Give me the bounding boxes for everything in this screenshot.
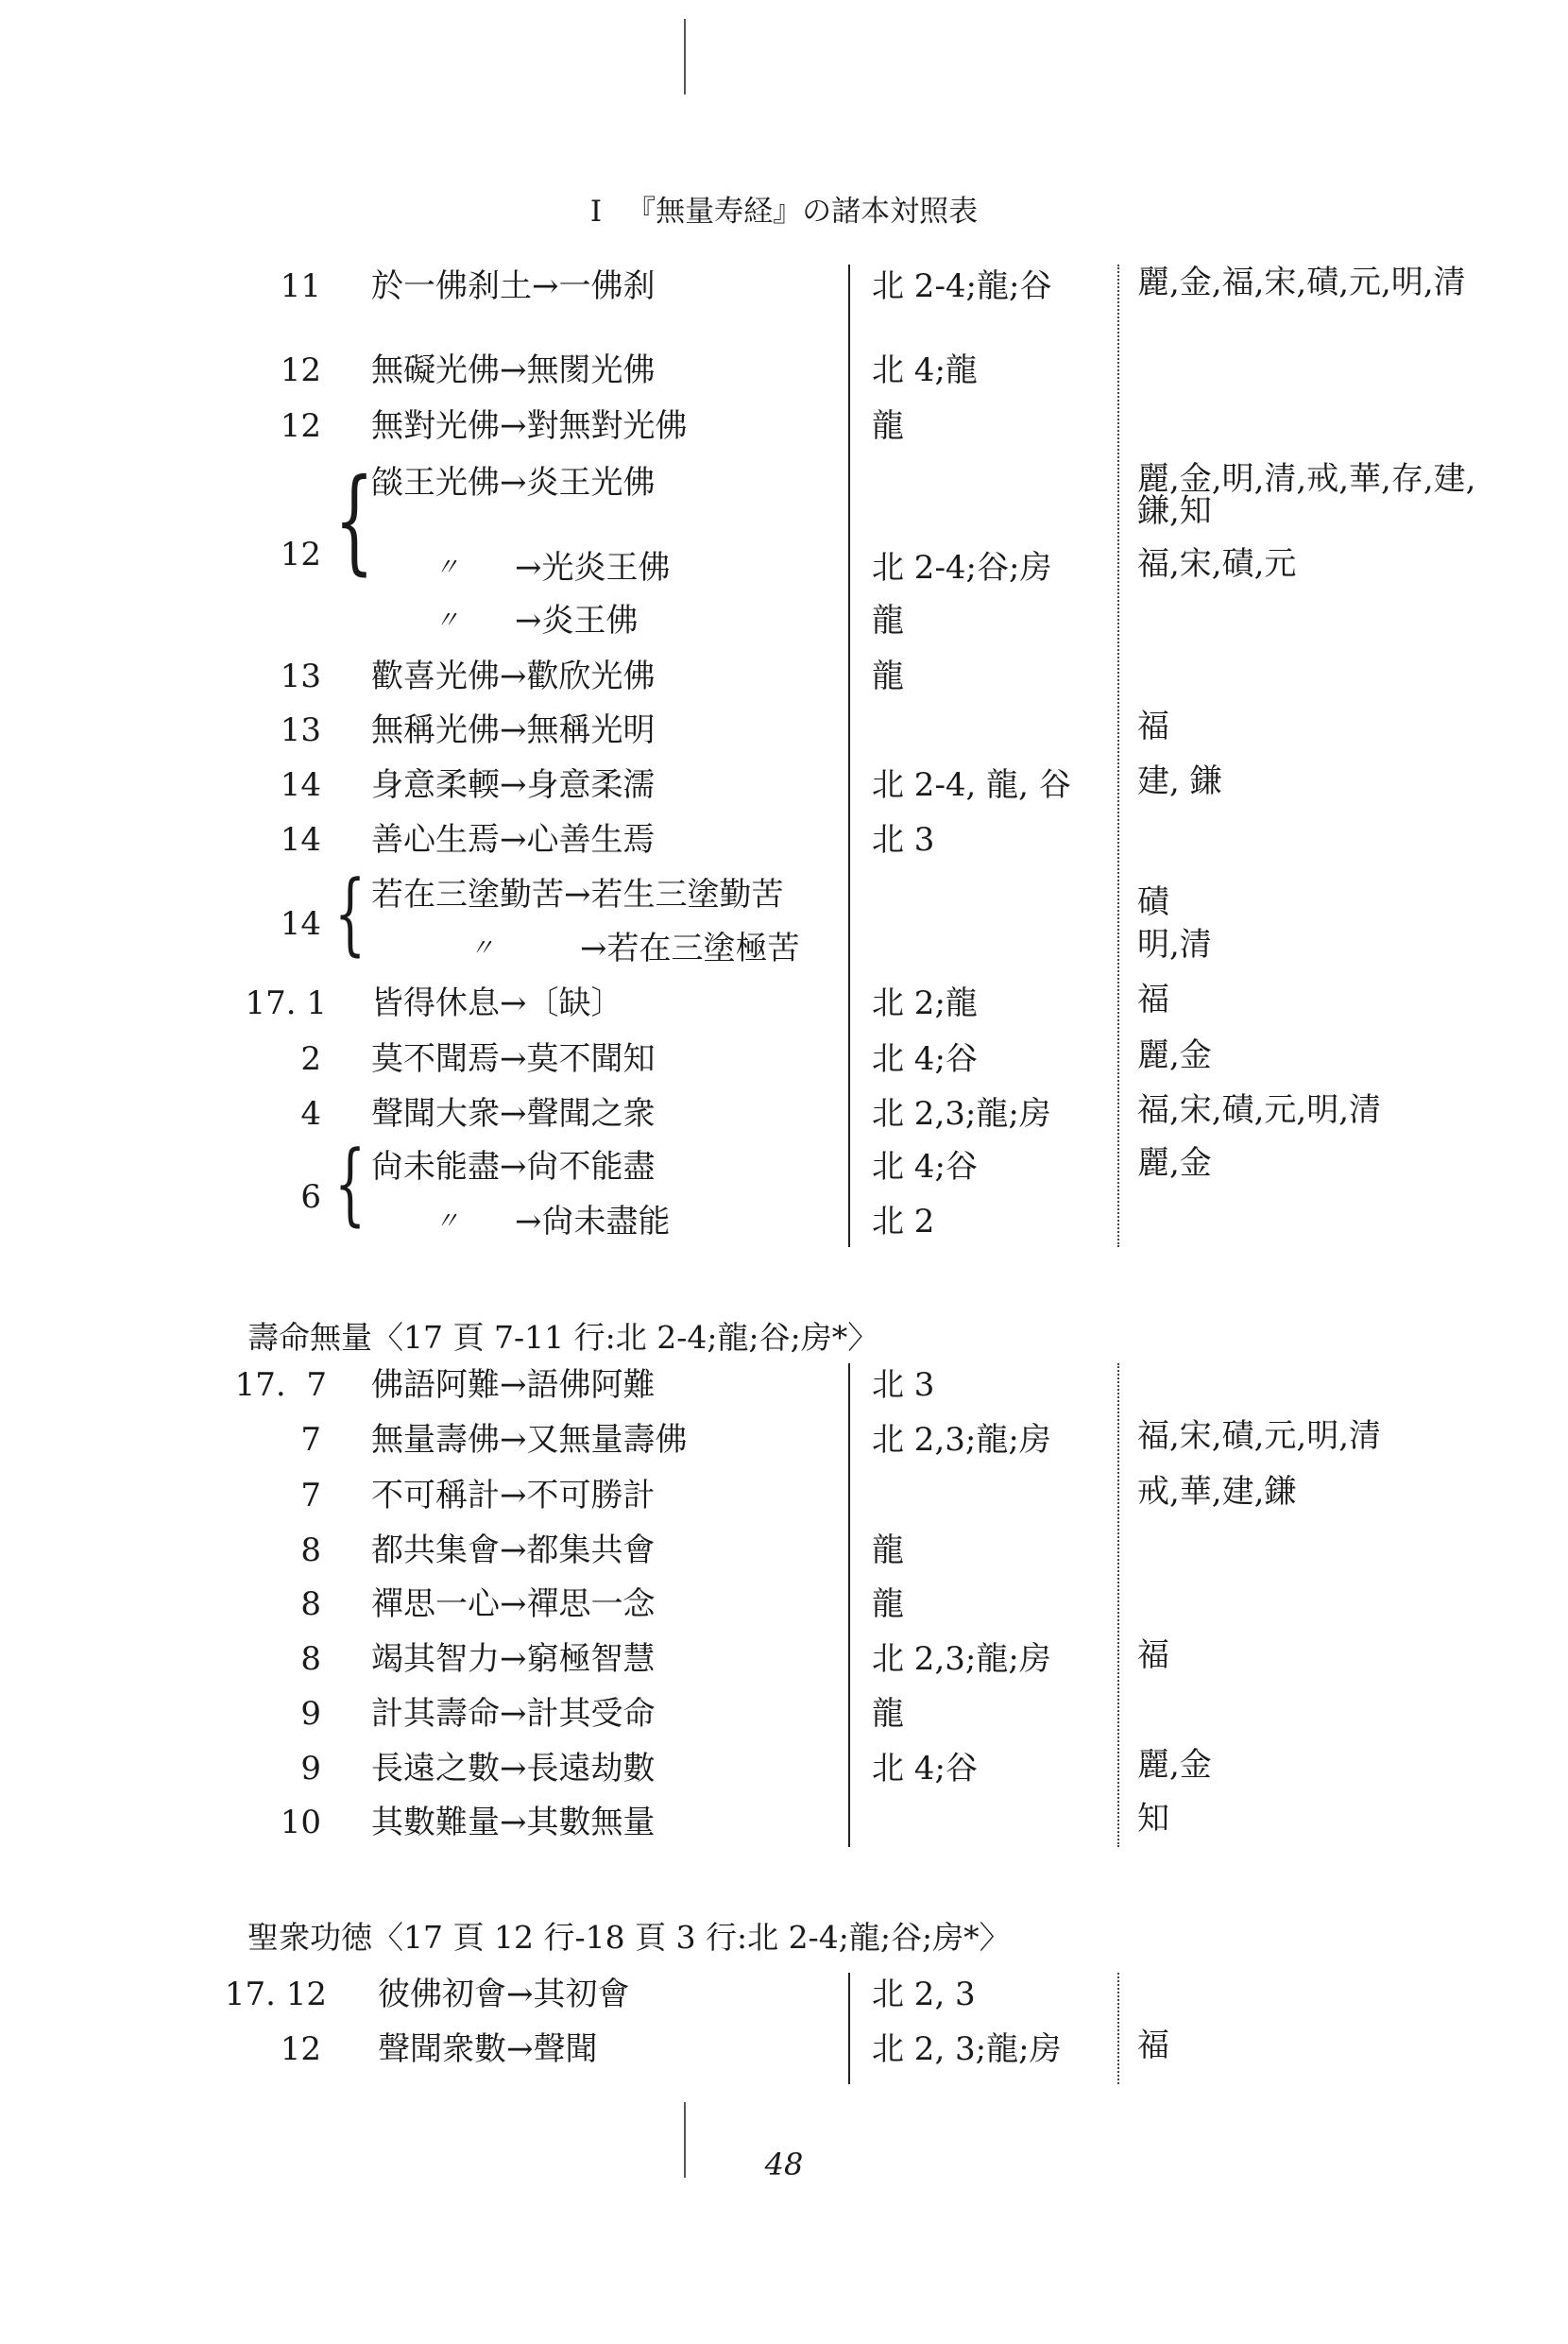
witness-mid: 北 4;谷 bbox=[872, 1148, 978, 1186]
table-row bbox=[0, 1800, 1568, 1857]
line-number: 17. 7 bbox=[234, 1366, 327, 1404]
variant-text: 尙未能盡→尙不能盡 bbox=[371, 1148, 656, 1186]
line-number: 12 bbox=[280, 536, 321, 573]
ditto-mark: 〃 bbox=[435, 1207, 460, 1236]
witness-right: 建, 鎌 bbox=[1137, 762, 1222, 800]
line-number: 14 bbox=[280, 766, 321, 804]
line-number: 9 bbox=[300, 1695, 321, 1733]
page-fold-line bbox=[684, 19, 686, 94]
witness-mid: 龍 bbox=[872, 1695, 904, 1733]
variant-text: 皆得休息→〔缺〕 bbox=[371, 984, 623, 1022]
table-row bbox=[0, 266, 1568, 321]
ditto-mark: 〃 bbox=[469, 934, 495, 963]
variant-text: 莫不聞焉→莫不聞知 bbox=[371, 1040, 656, 1078]
variant-text: →尙未盡能 bbox=[515, 1203, 671, 1240]
witness-right: 福,宋,磧,元,明,清 bbox=[1137, 1091, 1382, 1129]
witness-right: 知 bbox=[1137, 1800, 1169, 1838]
witness-right: 福 bbox=[1137, 708, 1169, 745]
variant-text: 竭其智力→窮極智慧 bbox=[371, 1640, 656, 1678]
line-number: 12 bbox=[280, 2030, 321, 2068]
line-number: 6 bbox=[300, 1178, 321, 1216]
variant-text: 不可稱計→不可勝計 bbox=[371, 1477, 656, 1514]
witness-mid: 北 3 bbox=[872, 1366, 935, 1404]
table-row bbox=[0, 1036, 1568, 1094]
witness-mid: 北 2,3;龍;房 bbox=[872, 1640, 1051, 1678]
ditto-mark: 〃 bbox=[435, 607, 460, 635]
brace-left: { bbox=[334, 862, 366, 966]
line-number: 8 bbox=[300, 1531, 321, 1569]
line-number: 7 bbox=[300, 1477, 321, 1514]
variant-text: 禪思一心→禪思一念 bbox=[371, 1585, 656, 1623]
line-number: 4 bbox=[300, 1095, 321, 1133]
witness-mid: 北 2-4;龍;谷 bbox=[872, 267, 1052, 305]
brace-left: { bbox=[334, 1132, 366, 1236]
table-row bbox=[0, 351, 1568, 405]
witness-mid: 北 2;龍 bbox=[872, 984, 978, 1022]
table-row bbox=[0, 1178, 1568, 1257]
variant-text: 聲聞大衆→聲聞之衆 bbox=[371, 1095, 656, 1133]
line-number: 17. 1 bbox=[245, 984, 327, 1022]
variant-text: 燄王光佛→炎王光佛 bbox=[371, 464, 656, 502]
variant-text: 無量壽佛→又無量壽佛 bbox=[371, 1421, 688, 1459]
variant-text: 身意柔輭→身意柔濡 bbox=[371, 766, 656, 804]
witness-mid: 北 2, 3 bbox=[872, 1976, 976, 2013]
variant-text: 佛語阿難→語佛阿難 bbox=[371, 1366, 656, 1404]
table-row bbox=[0, 1694, 1568, 1749]
witness-mid: 北 2,3;龍;房 bbox=[872, 1421, 1051, 1459]
variant-text: 於一佛刹土→一佛刹 bbox=[371, 267, 656, 305]
table-row bbox=[0, 762, 1568, 820]
variant-text: 都共集會→都集共會 bbox=[371, 1531, 656, 1569]
variant-text: 長遠之數→長遠劫數 bbox=[371, 1750, 656, 1788]
witness-right: 麗,金,明,清,戒,華,存,建,鎌,知 bbox=[1137, 460, 1476, 530]
table-row bbox=[0, 981, 1568, 1038]
variant-text: 其數難量→其數無量 bbox=[371, 1804, 656, 1841]
witness-right: 麗,金 bbox=[1137, 1036, 1212, 1074]
witness-mid: 北 2, 3;龍;房 bbox=[872, 2030, 1062, 2068]
witness-right: 福 bbox=[1137, 2027, 1169, 2064]
header-title: 『無量寿経』の諸本対照表 bbox=[626, 195, 979, 229]
line-number: 8 bbox=[300, 1585, 321, 1623]
column-rule-mid bbox=[848, 1363, 850, 1847]
line-number: 11 bbox=[280, 267, 321, 305]
line-number: 12 bbox=[280, 351, 321, 389]
witness-mid: 北 2 bbox=[872, 1203, 935, 1240]
witness-right: 戒,華,建,鎌 bbox=[1137, 1473, 1297, 1511]
witness-mid: 龍 bbox=[872, 658, 904, 695]
table-row bbox=[0, 460, 1568, 530]
line-number: 13 bbox=[280, 711, 321, 749]
witness-right: 麗,金 bbox=[1137, 1144, 1212, 1182]
witness-mid: 北 2,3;龍;房 bbox=[872, 1095, 1051, 1133]
variant-text: 無稱光佛→無稱光明 bbox=[371, 711, 656, 749]
variant-text: 彼佛初會→其初會 bbox=[378, 1976, 630, 2013]
table-row bbox=[0, 1091, 1568, 1149]
line-number: 17. 12 bbox=[224, 1976, 327, 2013]
witness-right: 磧 bbox=[1137, 883, 1169, 921]
variant-text: 無對光佛→對無對光佛 bbox=[371, 407, 688, 445]
witness-right: 明,清 bbox=[1137, 926, 1212, 964]
line-number: 2 bbox=[300, 1040, 321, 1078]
witness-mid: 龍 bbox=[872, 407, 904, 445]
column-rule-right bbox=[1117, 1363, 1119, 1847]
table-row bbox=[0, 536, 1568, 603]
witness-mid: 北 4;谷 bbox=[872, 1040, 978, 1078]
table-row bbox=[0, 601, 1568, 656]
column-rule-mid bbox=[848, 1973, 850, 2084]
page-header bbox=[0, 187, 1568, 230]
line-number: 7 bbox=[300, 1421, 321, 1459]
section-title: 聖衆功徳〈17 頁 12 行-18 頁 3 行:北 2-4;龍;谷;房*〉 bbox=[247, 1919, 1011, 1956]
witness-right: 福,宋,磧,元,明,清 bbox=[1137, 1417, 1382, 1455]
variant-text: 無礙光佛→無閡光佛 bbox=[371, 351, 656, 389]
witness-right: 麗,金,福,宋,磧,元,明,清 bbox=[1137, 264, 1466, 301]
witness-mid: 北 3 bbox=[872, 821, 935, 859]
witness-right: 福,宋,磧,元 bbox=[1137, 545, 1297, 583]
witness-mid: 龍 bbox=[872, 1531, 904, 1569]
line-number: 14 bbox=[280, 905, 321, 943]
section-title: 壽命無量〈17 頁 7-11 行:北 2-4;龍;谷;房*〉 bbox=[247, 1319, 879, 1356]
column-rule-right bbox=[1117, 265, 1119, 1247]
table-row bbox=[0, 1636, 1568, 1694]
line-number: 9 bbox=[300, 1750, 321, 1788]
table-row bbox=[0, 710, 1568, 765]
page-number: 48 bbox=[764, 2147, 804, 2182]
variant-text: →炎王佛 bbox=[515, 602, 639, 640]
witness-mid: 龍 bbox=[872, 602, 904, 640]
witness-mid: 龍 bbox=[872, 1585, 904, 1623]
column-rule-mid bbox=[848, 265, 850, 1247]
table-row bbox=[0, 2029, 1568, 2084]
table-row bbox=[0, 1531, 1568, 1585]
ditto-mark: 〃 bbox=[435, 554, 460, 582]
table-row bbox=[0, 406, 1568, 461]
variant-text: 歡喜光佛→歡欣光佛 bbox=[371, 658, 656, 695]
witness-mid: 北 4;龍 bbox=[872, 351, 978, 389]
witness-mid: 北 4;谷 bbox=[872, 1750, 978, 1788]
table-row bbox=[0, 1584, 1568, 1639]
table-row bbox=[0, 1473, 1568, 1531]
table-row bbox=[0, 1746, 1568, 1804]
variant-text: 計其壽命→計其受命 bbox=[371, 1695, 656, 1733]
variant-text: →光炎王佛 bbox=[515, 549, 671, 587]
variant-text: 聲聞衆數→聲聞 bbox=[378, 2030, 598, 2068]
line-number: 12 bbox=[280, 407, 321, 445]
witness-mid: 北 2-4;谷;房 bbox=[872, 549, 1052, 587]
table-row bbox=[0, 820, 1568, 875]
brace-left: { bbox=[334, 455, 374, 587]
variant-text: 若在三塗勤苦→若生三塗勤苦 bbox=[371, 876, 784, 914]
table-row bbox=[0, 1417, 1568, 1475]
line-number: 14 bbox=[280, 821, 321, 859]
header-roman: I bbox=[589, 195, 603, 229]
column-rule-right bbox=[1117, 1973, 1119, 2084]
variant-text: →若在三塗極苦 bbox=[580, 930, 800, 967]
table-row bbox=[0, 1975, 1568, 2029]
line-number: 13 bbox=[280, 658, 321, 695]
line-number: 8 bbox=[300, 1640, 321, 1678]
witness-mid: 北 2-4, 龍, 谷 bbox=[872, 766, 1071, 804]
table-row bbox=[0, 905, 1568, 984]
witness-right: 福 bbox=[1137, 1636, 1169, 1674]
table-row bbox=[0, 1365, 1568, 1420]
line-number: 10 bbox=[280, 1804, 321, 1841]
variant-text: 善心生焉→心善生焉 bbox=[371, 821, 656, 859]
table-row bbox=[0, 657, 1568, 711]
witness-right: 麗,金 bbox=[1137, 1746, 1212, 1784]
witness-right: 福 bbox=[1137, 981, 1169, 1018]
